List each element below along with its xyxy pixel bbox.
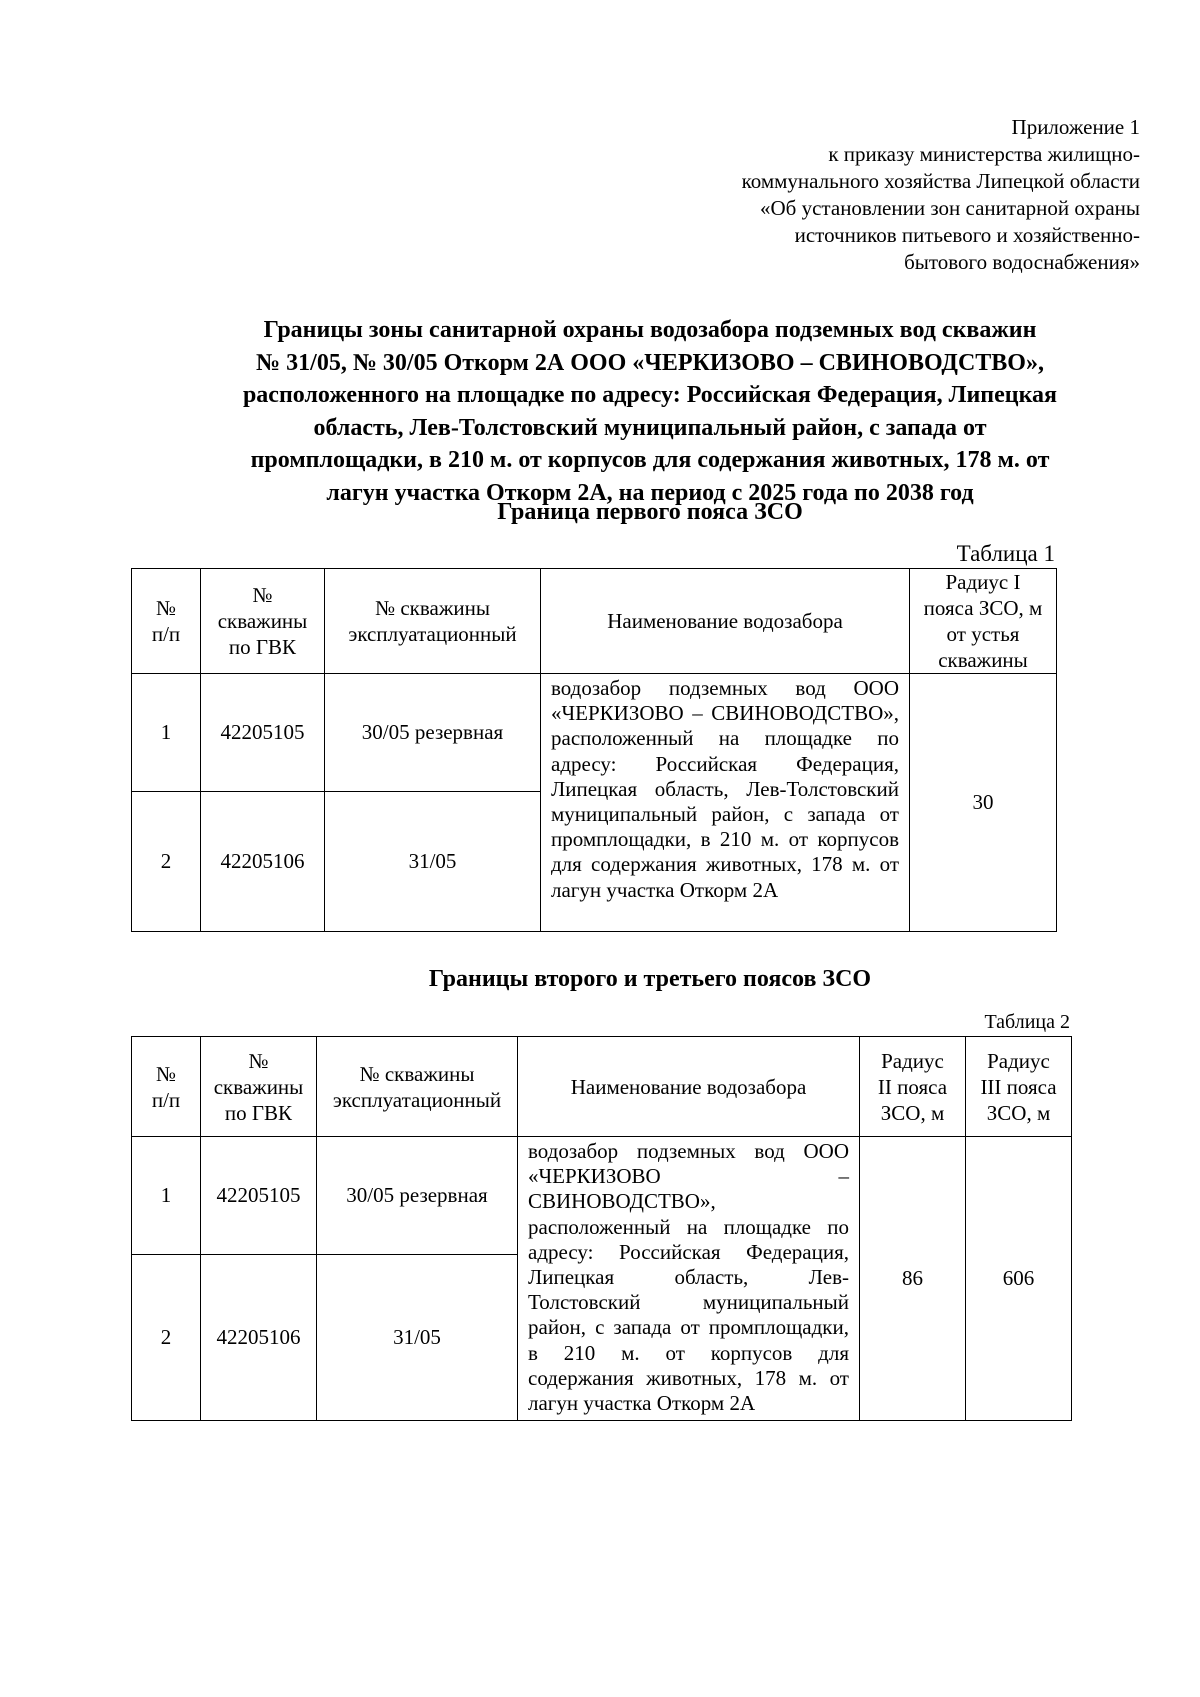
header-radius-1: Радиус I пояса ЗСО, м от устья скважины (910, 569, 1057, 674)
cell-radius-3: 606 (966, 1137, 1072, 1421)
cell-num: 2 (132, 1255, 201, 1421)
cell-exploitation: 30/05 резервная (325, 674, 541, 792)
document-title (150, 314, 1150, 509)
header-radius-3: Радиус III пояса ЗСО, м (966, 1037, 1072, 1137)
title-line: Границы зоны санитарной охраны водозабора подземных вод скважин (263, 317, 1037, 343)
cell-intake-name: водозабор подземных вод ООО «ЧЕРКИЗОВО – СВИНОВОДСТВО», расположенный на площадке по адресу: Российская Федерация, Липецкая область, Лев-Толстовский муниципальный район, с запада от промплощадки, в 210 м. от корпусов для содержания животных, 178 м. от лагун участка Откорм 2А (541, 674, 910, 932)
cell-num: 1 (132, 1137, 201, 1255)
cell-exploitation: 31/05 (317, 1255, 518, 1421)
appendix-line: к приказу министерства жилищно- (828, 142, 1140, 166)
header-intake-name: Наименование водозабора (518, 1037, 860, 1137)
header-num: № п/п (132, 569, 201, 674)
title-line: № 31/05, № 30/05 Откорм 2А ООО «ЧЕРКИЗОВО – СВИНОВОДСТВО», (256, 349, 1044, 376)
table-first-zone (131, 568, 1057, 932)
cell-exploitation: 31/05 (325, 792, 541, 932)
appendix-line: Приложение 1 (1011, 115, 1140, 139)
section1-title: Граница первого пояса ЗСО (497, 499, 803, 525)
table2-caption: Таблица 2 (984, 1011, 1070, 1033)
cell-gvk: 42205105 (201, 1137, 317, 1255)
header-num: № п/п (132, 1037, 201, 1137)
cell-gvk: 42205106 (201, 792, 325, 932)
header-gvk-number: № скважины по ГВК (201, 1037, 317, 1137)
appendix-line: коммунального хозяйства Липецкой области (741, 169, 1140, 193)
title-line: лагун участка Откорм 2А, на период с 2025 года по 2038 год (326, 479, 974, 506)
appendix-line: источников питьевого и хозяйственно- (794, 223, 1140, 247)
table-row (132, 1137, 1072, 1255)
cell-exploitation: 30/05 резервная (317, 1137, 518, 1255)
cell-num: 1 (132, 674, 201, 792)
table-second-third-zones (131, 1036, 1072, 1421)
appendix-note (560, 114, 1140, 276)
table-row (132, 674, 1057, 792)
table-header-row (132, 569, 1057, 674)
header-radius-2: Радиус II пояса ЗСО, м (860, 1037, 966, 1137)
appendix-line: бытового водоснабжения» (904, 250, 1140, 274)
cell-num: 2 (132, 792, 201, 932)
header-exploitation-number: № скважины эксплуатационный (325, 569, 541, 674)
section2-title: Границы второго и третьего поясов ЗСО (428, 966, 872, 992)
header-exploitation-number: № скважины эксплуатационный (317, 1037, 518, 1137)
table1-caption: Таблица 1 (956, 541, 1055, 566)
table-header-row (132, 1037, 1072, 1137)
title-line: область, Лев-Толстовский муниципальный район, с запада от (313, 414, 987, 441)
title-line: расположенного на площадке по адресу: Российская Федерация, Липецкая (242, 382, 1058, 408)
cell-intake-name: водозабор подземных вод ООО «ЧЕРКИЗОВО – СВИНОВОДСТВО», расположенный на площадке по адресу: Российская Федерация, Липецкая область, Лев-Толстовский муниципальный район, с запада от промплощадки, в 210 м. от корпусов для содержания животных, 178 м. от лагун участка Откорм 2А (518, 1137, 860, 1421)
appendix-line: «Об установлении зон санитарной охраны (760, 196, 1140, 220)
header-gvk-number: № скважины по ГВК (201, 569, 325, 674)
title-line: промплощадки, в 210 м. от корпусов для содержания животных, 178 м. от (250, 447, 1050, 473)
cell-gvk: 42205106 (201, 1255, 317, 1421)
cell-radius-1: 30 (910, 674, 1057, 932)
cell-gvk: 42205105 (201, 674, 325, 792)
cell-radius-2: 86 (860, 1137, 966, 1421)
header-intake-name: Наименование водозабора (541, 569, 910, 674)
